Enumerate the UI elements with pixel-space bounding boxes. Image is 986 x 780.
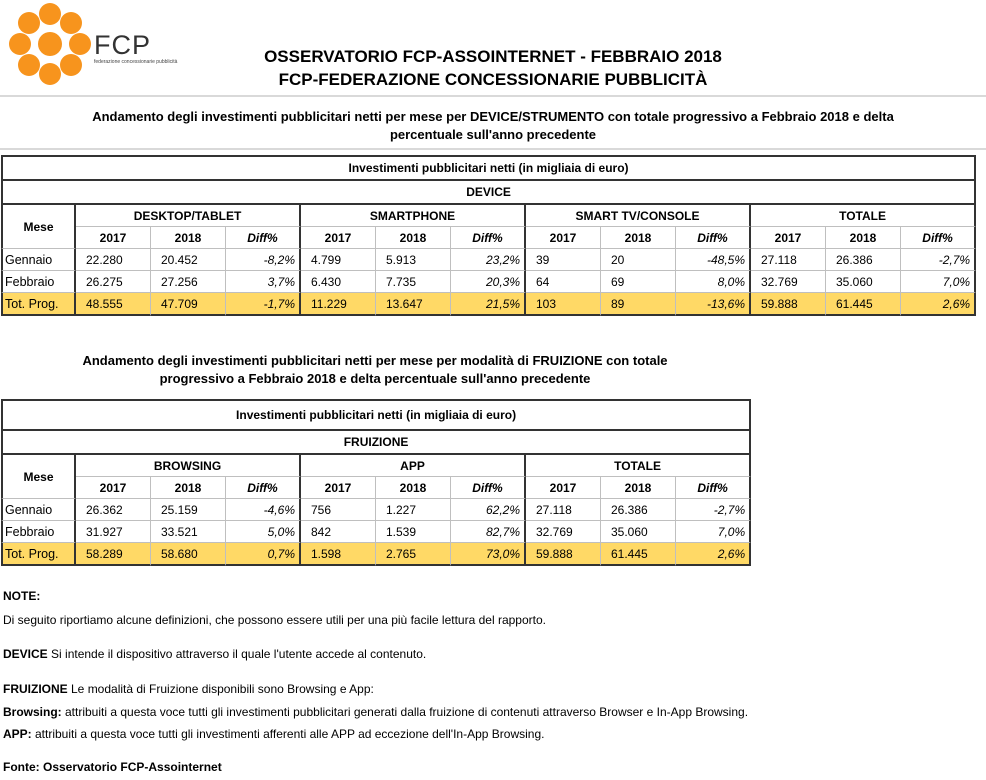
note-app: APP: attribuiti a questa voce tutti gli investimenti afferenti alle APP ad eccezione dell'In-App Browsing. xyxy=(3,727,545,741)
value-cell: 48.555 xyxy=(76,293,151,316)
value-cell: 58.680 xyxy=(151,543,226,566)
value-cell: 2.765 xyxy=(376,543,451,566)
diff-cell: 20,3% xyxy=(451,271,526,293)
year-header: 2017 xyxy=(76,227,151,249)
notes-heading: NOTE: xyxy=(3,589,41,603)
table-row xyxy=(1,249,976,271)
diff-cell: 0,7% xyxy=(226,543,301,566)
value-cell: 26.275 xyxy=(76,271,151,293)
value-cell: 35.060 xyxy=(601,521,676,543)
diff-header: Diff% xyxy=(901,227,976,249)
value-cell: 1.227 xyxy=(376,499,451,521)
value-cell: 20 xyxy=(601,249,676,271)
value-cell: 25.159 xyxy=(151,499,226,521)
year-header: 2017 xyxy=(76,477,151,499)
device-group-header: SMARTPHONE xyxy=(301,205,526,227)
value-cell: 26.362 xyxy=(76,499,151,521)
year-header: 2017 xyxy=(301,477,376,499)
device-table-title: Investimenti pubblicitari netti (in migliaia di euro) xyxy=(1,155,976,181)
year-header: 2018 xyxy=(151,477,226,499)
note-source: Fonte: Osservatorio FCP-Assointernet xyxy=(3,760,222,774)
table-row xyxy=(1,293,976,316)
report-title: OSSERVATORIO FCP-ASSOINTERNET - FEBBRAIO 2018 xyxy=(264,47,722,66)
row-label: Gennaio xyxy=(1,499,76,521)
value-cell: 64 xyxy=(526,271,601,293)
value-cell: 59.888 xyxy=(526,543,601,566)
year-header: 2018 xyxy=(376,477,451,499)
device-description: Andamento degli investimenti pubblicitari netti per mese per DEVICE/STRUMENTO con totale progressivo a Febbraio 2018 e delta percentuale sull'anno precedente xyxy=(92,109,894,142)
row-label: Febbraio xyxy=(1,271,76,293)
diff-cell: 5,0% xyxy=(226,521,301,543)
year-header: 2018 xyxy=(151,227,226,249)
diff-header: Diff% xyxy=(676,227,751,249)
diff-header: Diff% xyxy=(451,477,526,499)
value-cell: 61.445 xyxy=(826,293,901,316)
diff-cell: -8,2% xyxy=(226,249,301,271)
diff-cell: 21,5% xyxy=(451,293,526,316)
value-cell: 756 xyxy=(301,499,376,521)
value-cell: 842 xyxy=(301,521,376,543)
table-row xyxy=(1,499,751,521)
value-cell: 69 xyxy=(601,271,676,293)
device-table xyxy=(1,155,976,316)
year-header: 2017 xyxy=(526,477,601,499)
diff-cell: -13,6% xyxy=(676,293,751,316)
brand-logo-text: FCP xyxy=(94,30,151,60)
value-cell: 32.769 xyxy=(751,271,826,293)
mese-header: Mese xyxy=(1,455,76,499)
value-cell: 5.913 xyxy=(376,249,451,271)
report-subtitle: FCP-FEDERAZIONE CONCESSIONARIE PUBBLICITÀ xyxy=(278,70,708,89)
diff-cell: 2,6% xyxy=(901,293,976,316)
device-group-header: SMART TV/CONSOLE xyxy=(526,205,751,227)
value-cell: 33.521 xyxy=(151,521,226,543)
value-cell: 27.256 xyxy=(151,271,226,293)
table-row xyxy=(1,543,751,566)
year-header: 2017 xyxy=(751,227,826,249)
fruizione-table xyxy=(1,399,751,566)
value-cell: 32.769 xyxy=(526,521,601,543)
fruizione-description: Andamento degli investimenti pubblicitari netti per mese per modalità di FRUIZIONE con totale progressivo a Febbraio 2018 e delta percentuale sull'anno precedente xyxy=(82,353,668,386)
fruizione-group-header: BROWSING xyxy=(76,455,301,477)
diff-cell: 3,7% xyxy=(226,271,301,293)
value-cell: 47.709 xyxy=(151,293,226,316)
value-cell: 31.927 xyxy=(76,521,151,543)
note-fruizione: FRUIZIONE Le modalità di Fruizione disponibili sono Browsing e App: xyxy=(3,682,374,696)
year-header: 2018 xyxy=(601,477,676,499)
value-cell: 4.799 xyxy=(301,249,376,271)
value-cell: 7.735 xyxy=(376,271,451,293)
diff-header: Diff% xyxy=(226,227,301,249)
value-cell: 61.445 xyxy=(601,543,676,566)
diff-cell: -2,7% xyxy=(676,499,751,521)
mese-header: Mese xyxy=(1,205,76,249)
table-row xyxy=(1,521,751,543)
device-group-title: DEVICE xyxy=(1,181,976,205)
value-cell: 39 xyxy=(526,249,601,271)
diff-cell: -2,7% xyxy=(901,249,976,271)
diff-cell: -4,6% xyxy=(226,499,301,521)
diff-cell: -48,5% xyxy=(676,249,751,271)
value-cell: 13.647 xyxy=(376,293,451,316)
row-label: Febbraio xyxy=(1,521,76,543)
fruizione-table-title: Investimenti pubblicitari netti (in migliaia di euro) xyxy=(1,399,751,431)
value-cell: 6.430 xyxy=(301,271,376,293)
year-header: 2018 xyxy=(826,227,901,249)
table-row xyxy=(1,271,976,293)
value-cell: 20.452 xyxy=(151,249,226,271)
device-group-header: DESKTOP/TABLET xyxy=(76,205,301,227)
row-label: Gennaio xyxy=(1,249,76,271)
divider xyxy=(0,95,986,97)
value-cell: 27.118 xyxy=(751,249,826,271)
value-cell: 58.289 xyxy=(76,543,151,566)
diff-cell: 23,2% xyxy=(451,249,526,271)
value-cell: 89 xyxy=(601,293,676,316)
fruizione-group-header: TOTALE xyxy=(526,455,751,477)
value-cell: 22.280 xyxy=(76,249,151,271)
year-header: 2017 xyxy=(526,227,601,249)
diff-header: Diff% xyxy=(451,227,526,249)
note-device: DEVICE Si intende il dispositivo attraverso il quale l'utente accede al contenuto. xyxy=(3,647,427,661)
diff-cell: 8,0% xyxy=(676,271,751,293)
value-cell: 59.888 xyxy=(751,293,826,316)
value-cell: 103 xyxy=(526,293,601,316)
value-cell: 1.539 xyxy=(376,521,451,543)
value-cell: 26.386 xyxy=(826,249,901,271)
diff-cell: 2,6% xyxy=(676,543,751,566)
note-browsing: Browsing: attribuiti a questa voce tutti gli investimenti pubblicitari generati dalla fruizione di contenuti attraverso Browser e In-App Browsing. xyxy=(3,705,749,719)
diff-cell: 7,0% xyxy=(676,521,751,543)
fruizione-group-title: FRUIZIONE xyxy=(1,431,751,455)
device-group-header: TOTALE xyxy=(751,205,976,227)
diff-header: Diff% xyxy=(676,477,751,499)
value-cell: 27.118 xyxy=(526,499,601,521)
row-label: Tot. Prog. xyxy=(1,543,76,566)
year-header: 2017 xyxy=(301,227,376,249)
row-label: Tot. Prog. xyxy=(1,293,76,316)
year-header: 2018 xyxy=(601,227,676,249)
diff-cell: -1,7% xyxy=(226,293,301,316)
value-cell: 35.060 xyxy=(826,271,901,293)
notes-intro: Di seguito riportiamo alcune definizioni, che possono essere utili per una più facile lettura del rapporto. xyxy=(3,613,546,627)
brand-logo-subtext: federazione concessionarie pubblicità xyxy=(94,59,178,65)
value-cell: 26.386 xyxy=(601,499,676,521)
value-cell: 11.229 xyxy=(301,293,376,316)
divider xyxy=(0,148,986,150)
diff-cell: 62,2% xyxy=(451,499,526,521)
diff-header: Diff% xyxy=(226,477,301,499)
year-header: 2018 xyxy=(376,227,451,249)
value-cell: 1.598 xyxy=(301,543,376,566)
diff-cell: 73,0% xyxy=(451,543,526,566)
fruizione-group-header: APP xyxy=(301,455,526,477)
diff-cell: 7,0% xyxy=(901,271,976,293)
diff-cell: 82,7% xyxy=(451,521,526,543)
